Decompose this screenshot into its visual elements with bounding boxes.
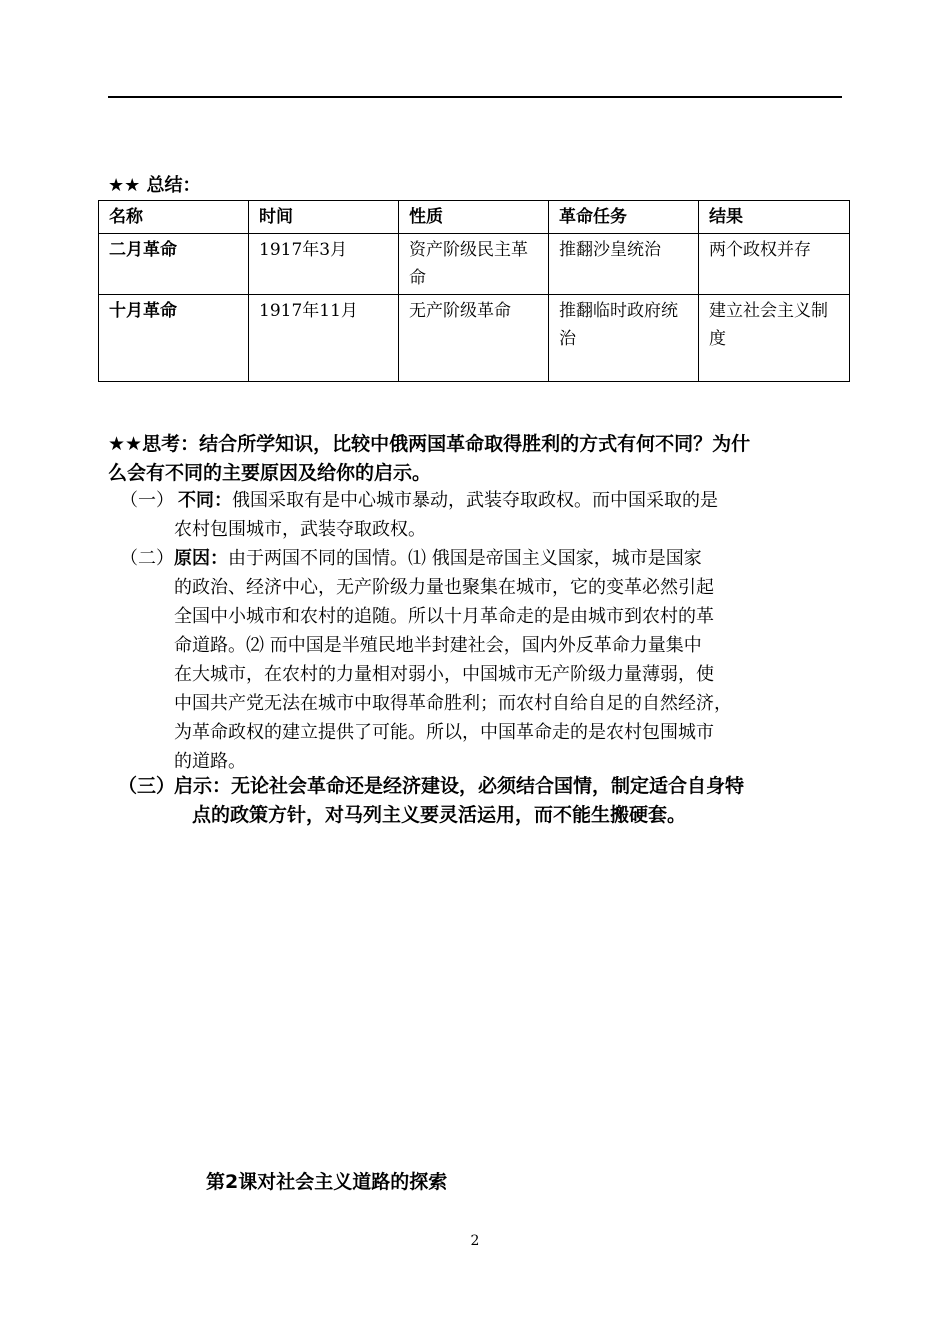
answer-marker: （一） bbox=[120, 490, 174, 511]
answer-line: 点的政策方针，对马列主义要灵活运用，而不能生搬硬套。 bbox=[192, 804, 687, 826]
page-number: 2 bbox=[470, 1233, 480, 1249]
answer-line: 中国共产党无法在城市中取得革命胜利；而农村自给自足的自然经济， bbox=[174, 693, 732, 714]
table-cell: 推翻临时政府统治 bbox=[549, 295, 699, 382]
answer-marker: （二） bbox=[120, 548, 174, 569]
answer-label: 原因： bbox=[174, 548, 228, 569]
table-cell: 1917年11月 bbox=[249, 295, 399, 382]
thinking-question bbox=[108, 430, 848, 488]
table-header-cell: 时间 bbox=[249, 201, 399, 234]
answer-line: 的政治、经济中心，无产阶级力量也聚集在城市，它的变革必然引起 bbox=[174, 577, 714, 598]
table-header-row bbox=[99, 201, 850, 234]
answer-line: 由于两国不同的国情。⑴ 俄国是帝国主义国家，城市是国家 bbox=[228, 548, 702, 569]
table-header-cell: 性质 bbox=[399, 201, 549, 234]
table-cell: 资产阶级民主革命 bbox=[399, 234, 549, 295]
table-cell: 推翻沙皇统治 bbox=[549, 234, 699, 295]
answer-line: 全国中小城市和农村的追随。所以十月革命走的是由城市到农村的革 bbox=[174, 606, 714, 627]
table-cell: 二月革命 bbox=[99, 234, 249, 295]
answer-line: 为革命政权的建立提供了可能。所以，中国革命走的是农村包围城市 bbox=[174, 722, 714, 743]
table-cell: 十月革命 bbox=[99, 295, 249, 382]
answer-difference bbox=[120, 486, 850, 544]
table-header-cell: 结果 bbox=[699, 201, 850, 234]
table-cell: 两个政权并存 bbox=[699, 234, 850, 295]
revolution-summary-table bbox=[98, 200, 850, 382]
answer-reason bbox=[120, 544, 850, 776]
answer-line: 农村包围城市，武装夺取政权。 bbox=[174, 519, 426, 540]
answer-insight bbox=[118, 772, 850, 830]
table-cell: 无产阶级革命 bbox=[399, 295, 549, 382]
header-rule bbox=[108, 96, 842, 98]
answer-line: 命道路。⑵ 而中国是半殖民地半封建社会，国内外反革命力量集中 bbox=[174, 635, 702, 656]
table-cell: 建立社会主义制度 bbox=[699, 295, 850, 382]
answer-label: 不同： bbox=[178, 490, 232, 511]
table-row bbox=[99, 295, 850, 382]
answer-line: 的道路。 bbox=[174, 751, 246, 772]
answer-line: 启示：无论社会革命还是经济建设，必须结合国情，制定适合自身特 bbox=[174, 775, 745, 797]
answer-marker: （三） bbox=[118, 775, 176, 797]
question-line: 么会有不同的主要原因及给你的启示。 bbox=[108, 462, 432, 484]
table-row bbox=[99, 234, 850, 295]
table-cell: 1917年3月 bbox=[249, 234, 399, 295]
answer-line: 俄国采取有是中心城市暴动，武装夺取政权。而中国采取的是 bbox=[232, 490, 718, 511]
lesson-title: 第2课对社会主义道路的探索 bbox=[206, 1171, 448, 1193]
question-line: ★★思考：结合所学知识，比较中俄两国革命取得胜利的方式有何不同？为什 bbox=[108, 433, 751, 455]
summary-heading: ★★ 总结： bbox=[108, 175, 201, 196]
table-header-cell: 名称 bbox=[99, 201, 249, 234]
answer-line: 在大城市，在农村的力量相对弱小，中国城市无产阶级力量薄弱，使 bbox=[174, 664, 714, 685]
table-header-cell: 革命任务 bbox=[549, 201, 699, 234]
